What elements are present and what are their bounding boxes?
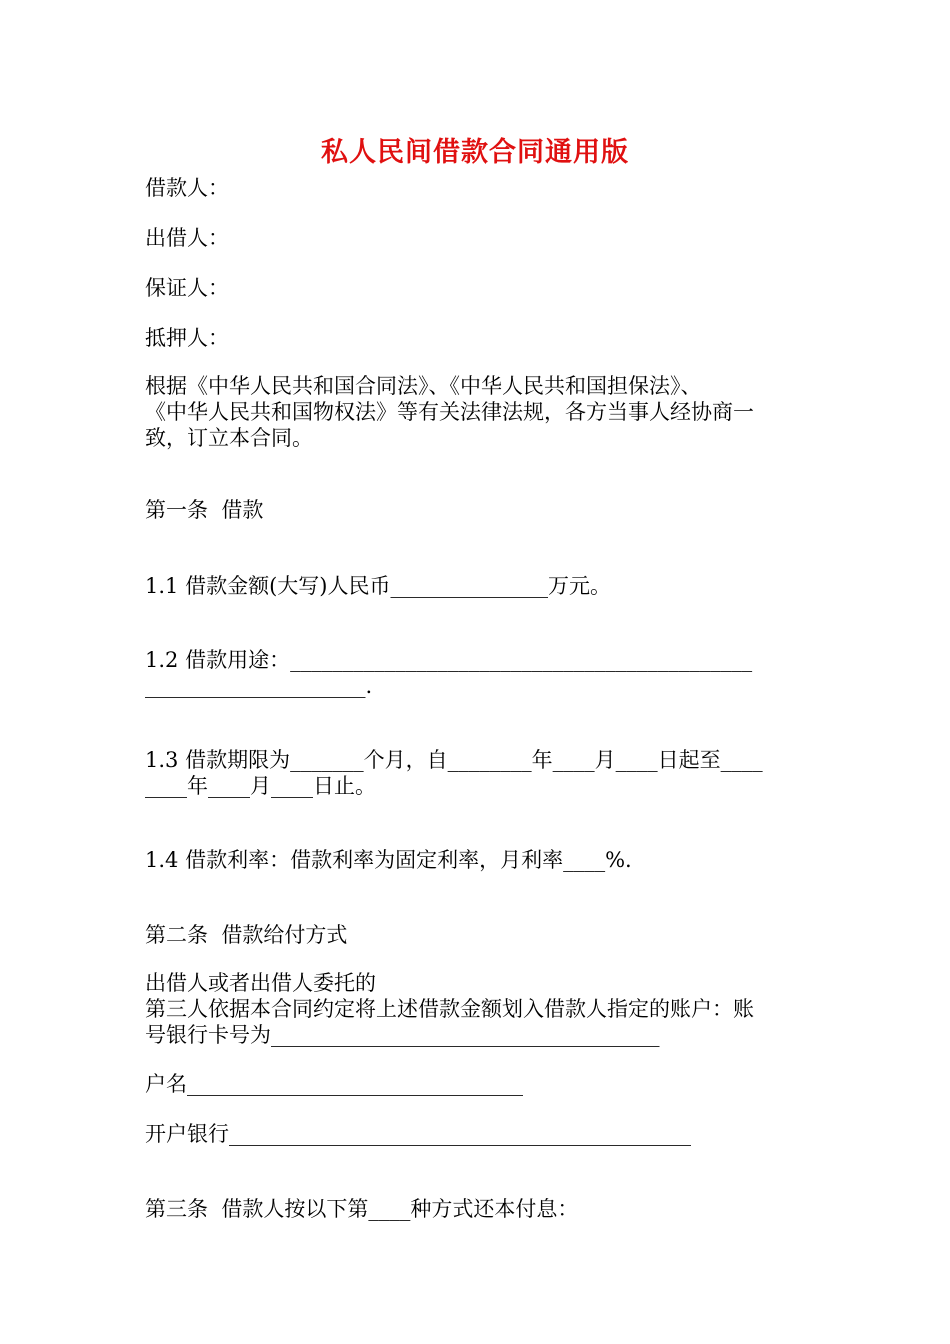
account-name-line: 户名________________________________ [145,1072,523,1096]
party-lender: 出借人： [145,226,229,250]
clause-1-3-line-1: 1.3 借款期限为_______个月，自________年____月____日起至____ [145,748,763,772]
clause-1-2-line-2: _____________________. [145,674,373,698]
clause-1-1: 1.1 借款金额(大写)人民币_______________万元。 [145,574,611,598]
clause-1-3-line-2: ____年____月____日止。 [145,774,376,798]
party-guarantor: 保证人： [145,276,229,300]
bank-line: 开户银行____________________________________________ [145,1122,691,1146]
party-mortgagor: 抵押人： [145,326,229,350]
article-3-heading: 第三条 借款人按以下第____种方式还本付息： [145,1197,579,1221]
article-2-body-line-2: 第三人依据本合同约定将上述借款金额划入借款人指定的账户：账 [145,997,754,1021]
party-borrower: 借款人： [145,176,229,200]
article-2-body-line-3: 号银行卡号为_____________________________________ [145,1023,660,1047]
clause-1-2-line-1: 1.2 借款用途：____________________________________________ [145,648,753,672]
preamble-line-2: 《中华人民共和国物权法》等有关法律法规，各方当事人经协商一 [145,400,754,424]
document-title: 私人民间借款合同通用版 [321,137,629,168]
preamble-line-3: 致，订立本合同。 [145,426,313,450]
article-2-body-line-1: 出借人或者出借人委托的 [145,971,376,995]
article-2-heading: 第二条 借款给付方式 [145,923,348,947]
clause-1-4: 1.4 借款利率：借款利率为固定利率，月利率____%. [145,848,632,872]
article-1-heading: 第一条 借款 [145,498,264,522]
preamble-line-1: 根据《中华人民共和国合同法》、《中华人民共和国担保法》、 [145,374,702,398]
